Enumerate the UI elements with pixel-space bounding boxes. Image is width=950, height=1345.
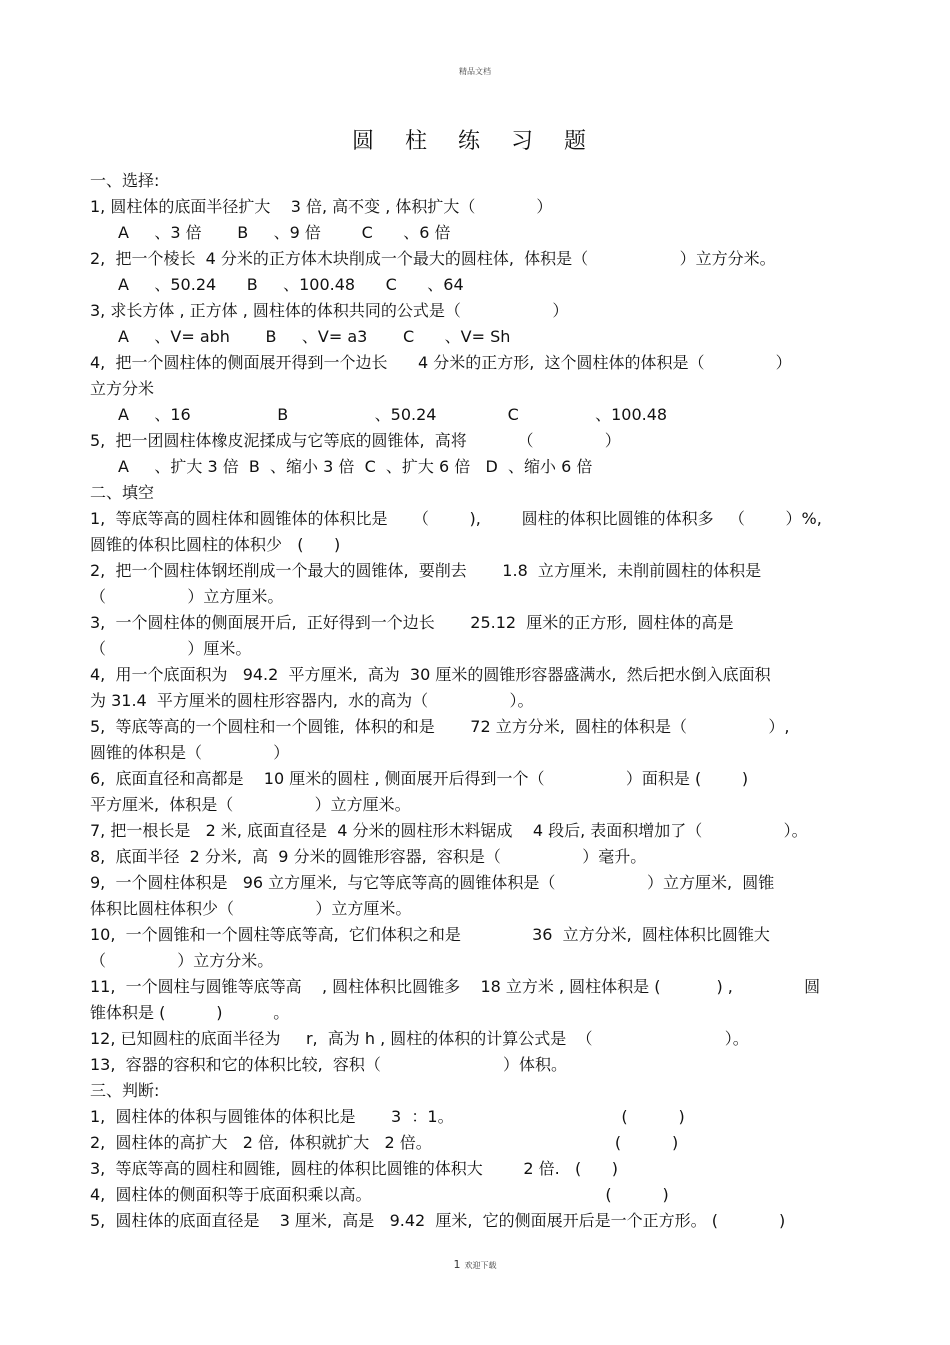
text-line: 12, 已知圆柱的底面半径为 r, 高为 h , 圆柱的体积的计算公式是 （ ）。 xyxy=(90,1029,749,1048)
text-line: 1, 圆柱体的底面半径扩大 3 倍, 高不变 , 体积扩大（ ） xyxy=(90,197,553,216)
text-line: 4, 圆柱体的侧面积等于底面积乘以高。 ( ) xyxy=(90,1185,669,1204)
text-line: 3, 求长方体 , 正方体 , 圆柱体的体积共同的公式是（ ） xyxy=(90,301,569,320)
page-title: 圆 柱 练 习 题 xyxy=(352,129,598,154)
option-line: A 、50.24 B 、100.48 C 、64 xyxy=(118,275,464,294)
text-line: 2, 圆柱体的高扩大 2 倍, 体积就扩大 2 倍。 ( ) xyxy=(90,1133,679,1152)
text-line: （ ）厘米。 xyxy=(90,639,252,658)
text-line: 1, 等底等高的圆柱体和圆锥体的体积比是 （ ), 圆柱的体积比圆锥的体积多 （ ）%, xyxy=(90,509,822,528)
text-line: 8, 底面半径 2 分米, 高 9 分米的圆锥形容器, 容积是（ ）毫升。 xyxy=(90,847,647,866)
option-line: A 、3 倍 B 、9 倍 C 、6 倍 xyxy=(118,223,451,242)
text-line: 6, 底面直径和高都是 10 厘米的圆柱 , 侧面展开后得到一个（ ）面积是 ( ) xyxy=(90,769,749,788)
text-line: 二、填空 xyxy=(90,483,155,502)
text-line: 圆锥的体积比圆柱的体积少 ( ) xyxy=(90,535,341,554)
text-line: 4, 用一个底面积为 94.2 平方厘米, 高为 30 厘米的圆锥形容器盛满水, 然后把水倒入底面积 xyxy=(90,665,771,684)
text-line: 一、选择: xyxy=(90,171,160,190)
text-line: （ ）立方厘米。 xyxy=(90,587,284,606)
text-line: 7, 把一根长是 2 米, 底面直径是 4 分米的圆柱形木料锯成 4 段后, 表面积增加了（ ）。 xyxy=(90,821,808,840)
text-line: 1, 圆柱体的体积与圆锥体的体积比是 3 ：1。 ( ) xyxy=(90,1107,685,1126)
option-line: A 、V= abh B 、V= a3 C 、V= Sh xyxy=(118,327,511,346)
text-line: 平方厘米, 体积是（ ）立方厘米。 xyxy=(90,795,411,814)
text-line: 4, 把一个圆柱体的侧面展开得到一个边长 4 分米的正方形, 这个圆柱体的体积是（ ） xyxy=(90,353,792,372)
text-line: 锥体积是 ( ) 。 xyxy=(90,1003,290,1022)
text-line: 5, 圆柱体的底面直径是 3 厘米, 高是 9.42 厘米, 它的侧面展开后是一个正方形。 ( ) xyxy=(90,1211,786,1230)
text-line: 为 31.4 平方厘米的圆柱形容器内, 水的高为（ ）。 xyxy=(90,691,534,710)
text-line: 体积比圆柱体积少（ ）立方厘米。 xyxy=(90,899,412,918)
text-line: （ ）立方分米。 xyxy=(90,951,274,970)
text-line: 3, 等底等高的圆柱和圆锥, 圆柱的体积比圆锥的体积大 2 倍. ( ) xyxy=(90,1159,618,1178)
text-line: 2, 把一个棱长 4 分米的正方体木块削成一个最大的圆柱体, 体积是（ ）立方分米。 xyxy=(90,249,776,268)
text-line: 3, 一个圆柱体的侧面展开后, 正好得到一个边长 25.12 厘米的正方形, 圆柱体的高是 xyxy=(90,613,734,632)
worksheet-body xyxy=(90,168,870,1234)
text-line: 5, 把一团圆柱体橡皮泥揉成与它等底的圆锥体, 高将 （ ） xyxy=(90,431,621,450)
page-header: 精品文档 xyxy=(459,67,491,76)
page-number: 1 xyxy=(453,1258,461,1271)
option-line: A 、16 B 、50.24 C 、100.48 xyxy=(118,405,668,424)
text-line: 9, 一个圆柱体积是 96 立方厘米, 与它等底等高的圆锥体积是（ ）立方厘米, 圆锥 xyxy=(90,873,775,892)
text-line: 13, 容器的容积和它的体积比较, 容积（ ）体积。 xyxy=(90,1055,567,1074)
footer-text: 欢迎下载 xyxy=(464,1261,497,1270)
text-line: 三、判断: xyxy=(90,1081,160,1100)
text-line: 10, 一个圆锥和一个圆柱等底等高, 它们体积之和是 36 立方分米, 圆柱体积比圆锥大 xyxy=(90,925,770,944)
text-line: 5, 等底等高的一个圆柱和一个圆锥, 体积的和是 72 立方分米, 圆柱的体积是（ ）, xyxy=(90,717,790,736)
text-line: 11, 一个圆柱与圆锥等底等高 , 圆柱体积比圆锥多 18 立方米 , 圆柱体积是 ( ) , 圆 xyxy=(90,977,821,996)
text-line: 立方分米 xyxy=(90,379,155,398)
page-footer xyxy=(0,1258,950,1271)
text-line: 2, 把一个圆柱体钢坯削成一个最大的圆锥体, 要削去 1.8 立方厘米, 未削前圆柱的体积是 xyxy=(90,561,762,580)
text-line: 圆锥的体积是（ ） xyxy=(90,743,290,762)
option-line: A 、扩大 3 倍 B 、缩小 3 倍 C 、扩大 6 倍 D 、缩小 6 倍 xyxy=(118,457,593,476)
